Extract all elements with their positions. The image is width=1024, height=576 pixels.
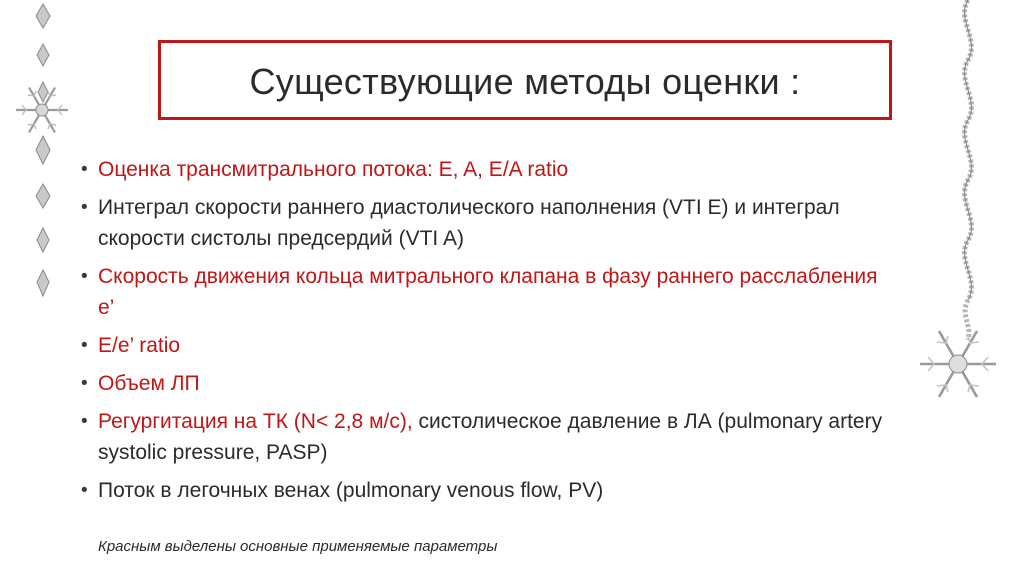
bullet-item — [78, 406, 898, 468]
bullet-text: Поток в легочных венах (pulmonary venous flow, PV) — [98, 479, 604, 502]
bullet-text: Интеграл скорости раннего диастолического наполнения (VTI E) и интеграл скорости систолы предсердий (VTI A) — [98, 196, 840, 250]
bullet-dot: • — [81, 335, 88, 356]
bullet-item — [78, 154, 898, 185]
bullet-dot: • — [81, 266, 88, 287]
bullet-text-tail: систолическое давление в ЛА (pulmonary artery systolic pressure, PASP) — [98, 410, 883, 464]
crystal-chain-left-icon — [10, 0, 80, 320]
bullet-text: E/e’ ratio — [98, 334, 181, 357]
bullet-text: Объем ЛП — [98, 372, 200, 395]
bullet-dot: • — [81, 411, 88, 432]
bullet-item — [78, 330, 898, 361]
bullet-dot: • — [81, 480, 88, 501]
bullet-list — [78, 154, 898, 513]
bullet-item — [78, 475, 898, 506]
snowflake-ornament-left-icon — [12, 80, 72, 140]
bullet-item — [78, 192, 898, 254]
bullet-text: Регургитация на ТК (N< 2,8 м/с), — [98, 410, 413, 433]
bullet-item — [78, 261, 898, 323]
title-box — [158, 40, 892, 120]
bullet-dot: • — [81, 197, 88, 218]
bullet-text: Скорость движения кольца митрального клапана в фазу раннего расслабления e’ — [98, 265, 878, 319]
bullet-dot: • — [81, 373, 88, 394]
bullet-item — [78, 368, 898, 399]
footnote: Красным выделены основные применяемые параметры — [98, 538, 498, 555]
slide-title: Существующие методы оценки : — [249, 61, 801, 102]
bullet-text: Оценка трансмитрального потока: E, A, E/A ratio — [98, 158, 569, 181]
bullet-dot: • — [81, 159, 88, 180]
crystal-chain-right-icon — [938, 0, 998, 340]
snowflake-ornament-right-icon — [916, 322, 1000, 406]
